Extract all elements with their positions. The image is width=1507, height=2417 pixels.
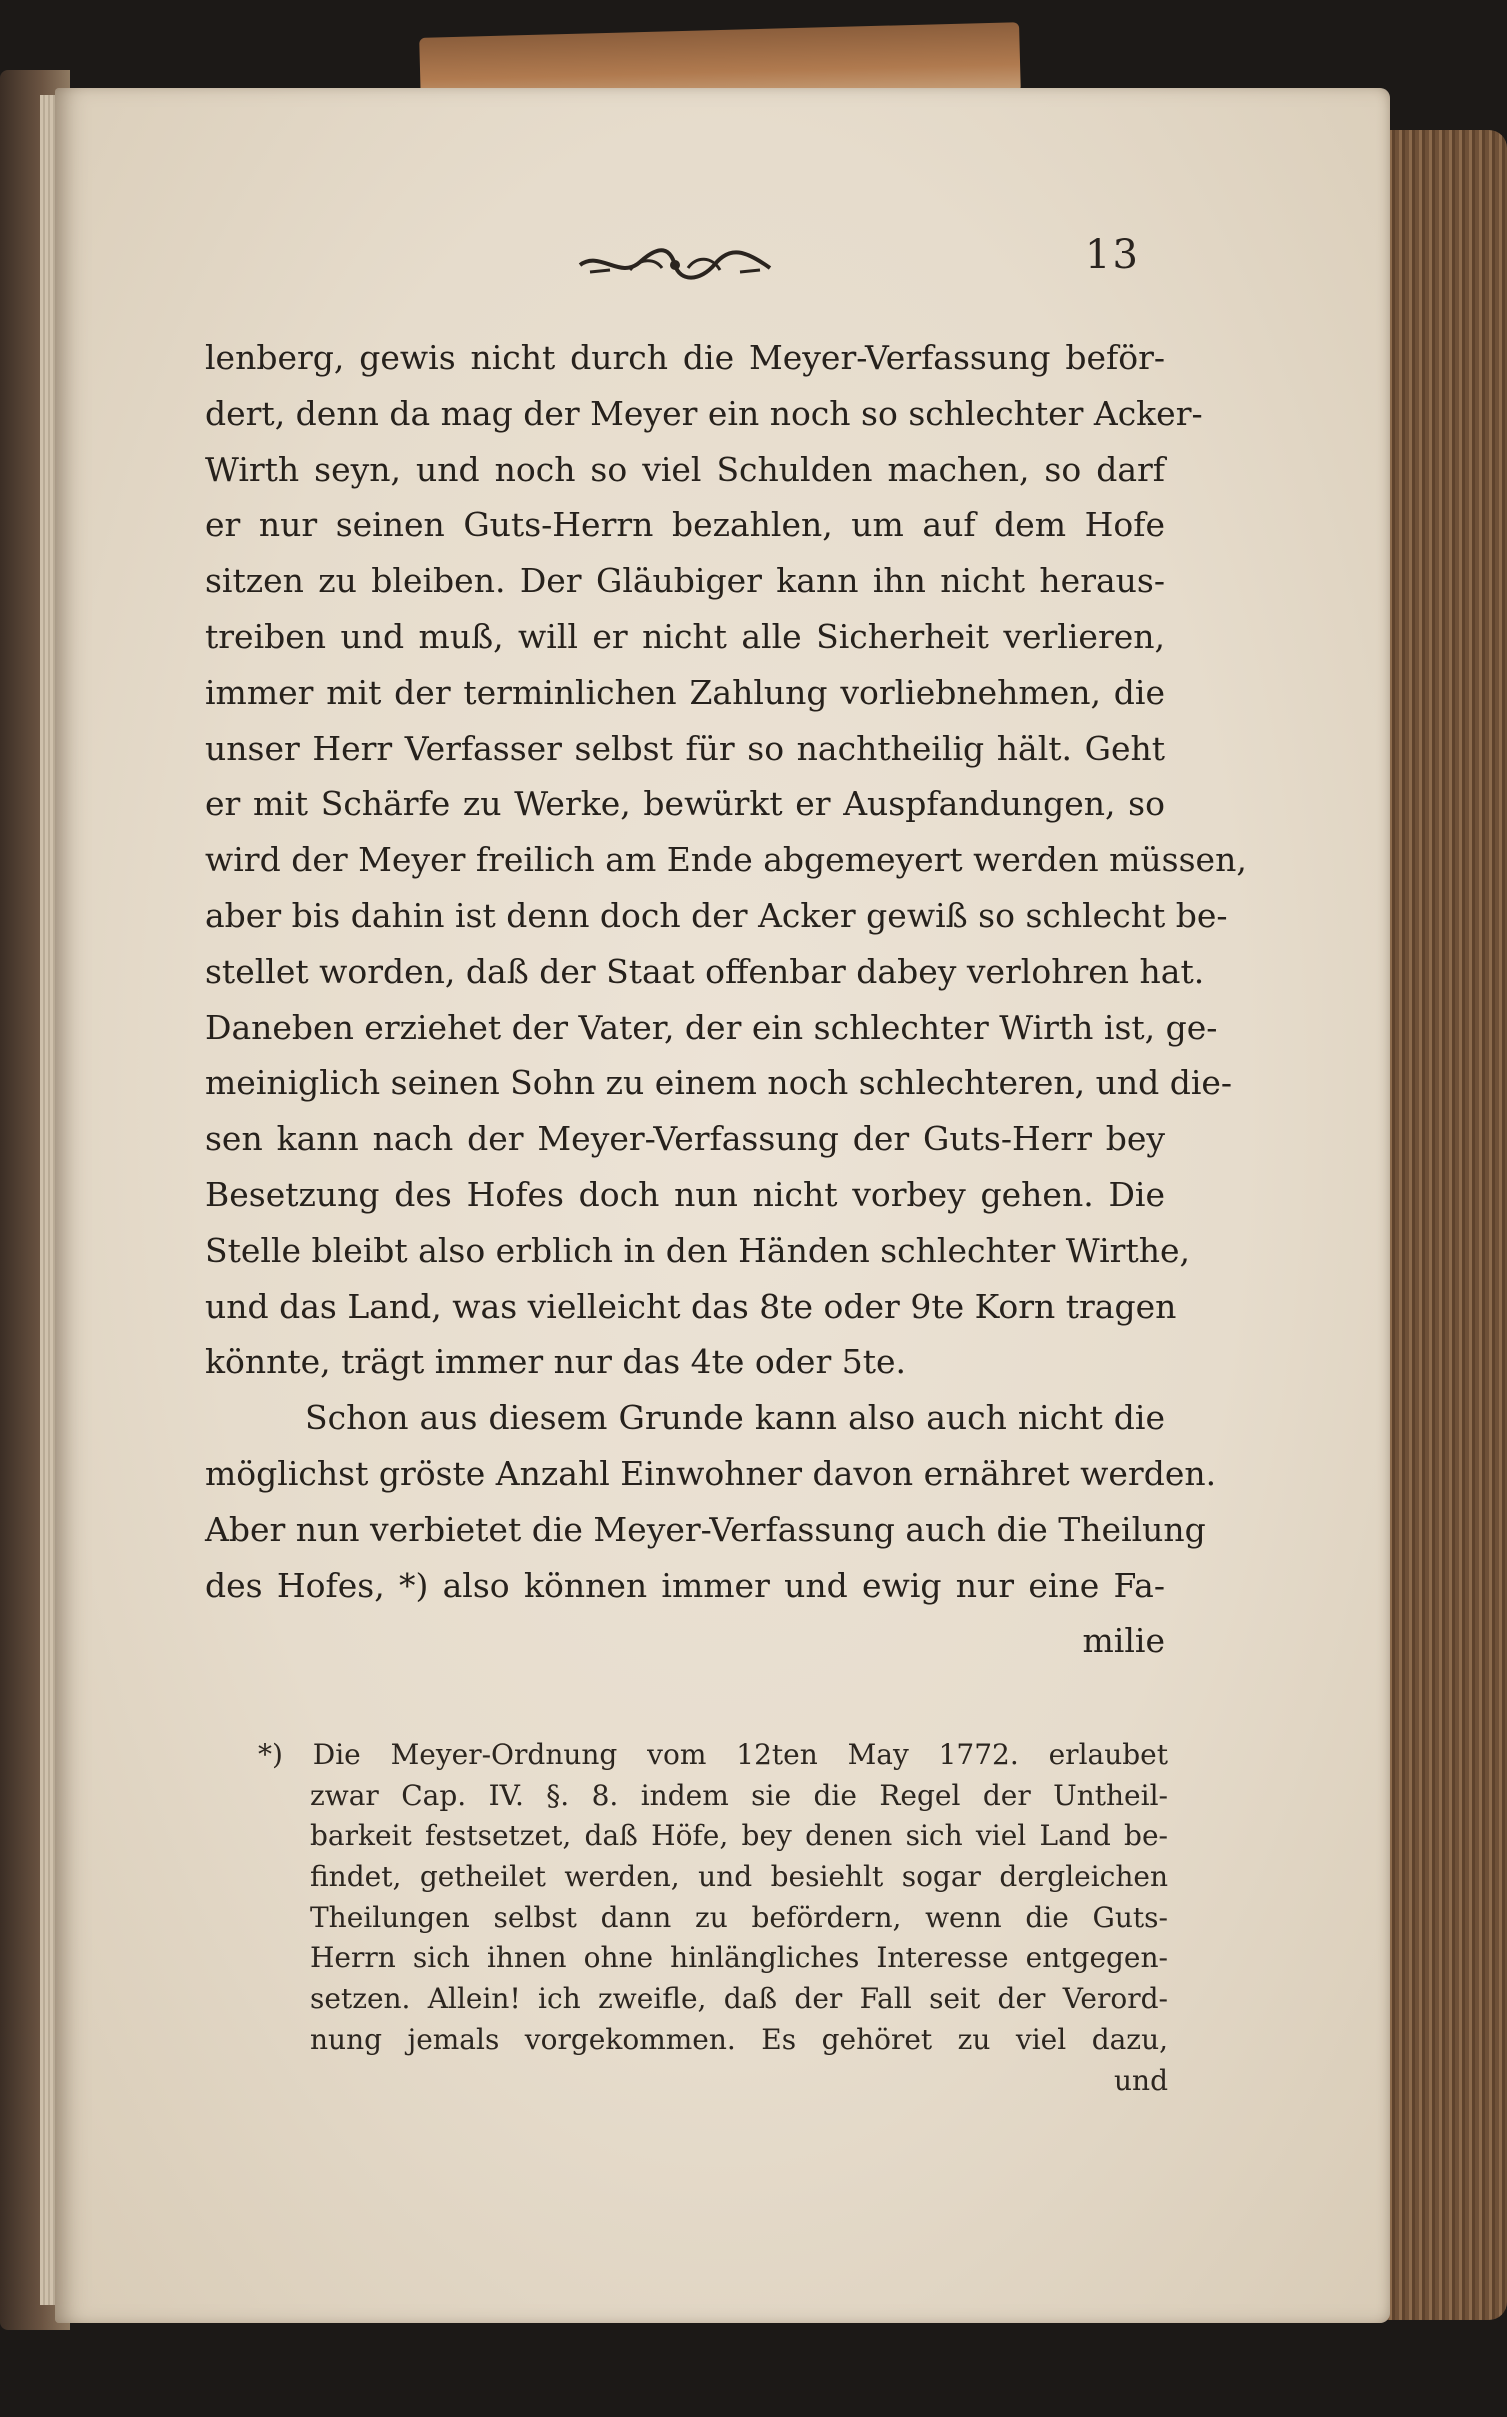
text-line: immer mit der terminlichen Zahlung vorliebnehmen, die [205, 672, 1165, 712]
footnote-line: nung jemals vorgekommen. Es gehöret zu viel dazu, [310, 2022, 1168, 2056]
text-line: des Hofes, *) also können immer und ewig nur eine Fa- [205, 1565, 1165, 1605]
text-line: er mit Schärfe zu Werke, bewürkt er Auspfandungen, so [205, 784, 1165, 824]
footnote-line: Theilungen selbst dann zu befördern, wenn die Guts- [310, 1900, 1168, 1934]
text-line: unser Herr Verfasser selbst für so nachtheilig hält. Geht [205, 728, 1165, 768]
text-line: sen kann nach der Meyer-Verfassung der Guts-Herr bey [205, 1119, 1165, 1159]
fore-edge-pages [1375, 130, 1507, 2320]
text-line: meiniglich seinen Sohn zu einem noch schlechteren, und die- [205, 1063, 1233, 1103]
text-line: und das Land, was vielleicht das 8te oder 9te Korn tragen [205, 1286, 1177, 1326]
footnote-line: findet, getheilet werden, und besiehlt sogar dergleichen [310, 1860, 1168, 1894]
paragraph-start-line: Schon aus diesem Grunde kann also auch nicht die [305, 1398, 1165, 1438]
text-line: treiben und muß, will er nicht alle Sicherheit verlieren, [205, 616, 1165, 656]
footnote-line: *) Die Meyer-Ordnung vom 12ten May 1772. erlaubet [258, 1738, 1168, 1771]
main-text [205, 330, 1247, 1669]
text-line: stellet worden, daß der Staat offenbar dabey verlohren hat. [205, 951, 1205, 991]
ornament-vignette-icon [570, 240, 780, 290]
footnote-line: zwar Cap. IV. §. 8. indem sie die Regel der Untheil- [310, 1778, 1168, 1812]
text-line: er nur seinen Guts-Herrn bezahlen, um auf dem Hofe [205, 505, 1165, 545]
footnote-line: barkeit festsetzet, daß Höfe, bey denen sich viel Land be- [310, 1819, 1168, 1853]
text-line: dert, denn da mag der Meyer ein noch so schlechter Acker- [205, 393, 1203, 433]
text-line: Stelle bleibt also erblich in den Händen schlechter Wirthe, [205, 1230, 1190, 1270]
footnote [258, 1735, 1168, 2101]
text-line: möglichst gröste Anzahl Einwohner davon ernähret werden. [205, 1453, 1217, 1493]
footnote-line: Herrn sich ihnen ohne hinlängliches Interesse entgegen- [310, 1941, 1168, 1975]
text-line: Aber nun verbietet die Meyer-Verfassung auch die Theilung [205, 1509, 1206, 1549]
text-line: aber bis dahin ist denn doch der Acker gewiß so schlecht be- [205, 895, 1228, 935]
text-line: sitzen zu bleiben. Der Gläubiger kann ihn nicht heraus- [205, 561, 1165, 601]
catchword: milie [1082, 1621, 1165, 1661]
text-line: wird der Meyer freilich am Ende abgemeyert werden müssen, [205, 840, 1247, 880]
page-number: 13 [1085, 232, 1140, 278]
text-line: lenberg, gewis nicht durch die Meyer-Verfassung beför- [205, 338, 1165, 377]
text-line: Wirth seyn, und noch so viel Schulden machen, so darf [205, 449, 1165, 489]
footnote-catchword: und [1114, 2063, 1168, 2097]
text-line: Besetzung des Hofes doch nun nicht vorbey gehen. Die [205, 1174, 1165, 1214]
text-line: könnte, trägt immer nur das 4te oder 5te. [205, 1342, 906, 1382]
text-line: Daneben erziehet der Vater, der ein schlechter Wirth ist, ge- [205, 1007, 1218, 1047]
footnote-line: setzen. Allein! ich zweifle, daß der Fall seit der Verord- [310, 1982, 1168, 2016]
